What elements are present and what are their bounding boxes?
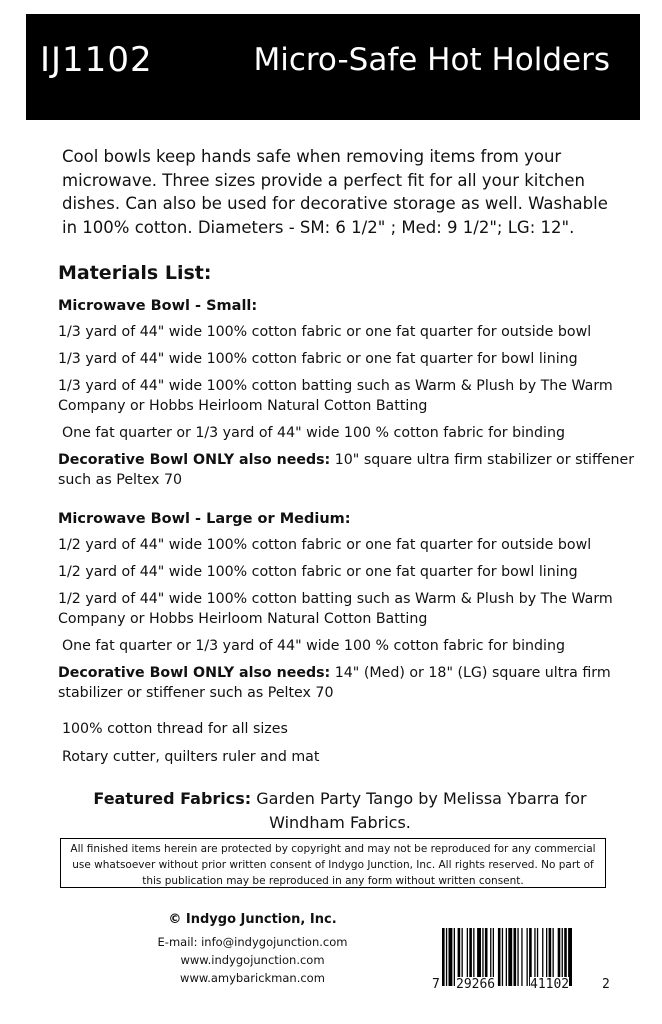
decorative-note: [58, 450, 638, 490]
small-bowl-title: Microwave Bowl - Small:: [58, 298, 258, 314]
website-link: www.amybarickman.com: [180, 971, 325, 985]
materials-heading: Materials List:: [58, 262, 212, 284]
general-supplies: [62, 719, 319, 775]
website-link: www.indygojunction.com: [180, 953, 325, 967]
featured-label: Featured Fabrics:: [93, 789, 252, 808]
barcode-digit: 7: [432, 977, 440, 992]
barcode-digit-group: 41102: [530, 977, 570, 992]
decorative-note: [58, 663, 638, 703]
decorative-label: Decorative Bowl ONLY also needs:: [58, 665, 331, 681]
large-bowl-title: Microwave Bowl - Large or Medium:: [58, 511, 351, 527]
small-bowl-section: [58, 298, 638, 497]
barcode-digit-group: 29266: [456, 977, 496, 992]
email: E-mail: info@indygojunction.com: [157, 935, 348, 949]
large-bowl-section: [58, 511, 638, 710]
list-item: 1/3 yard of 44" wide 100% cotton batting such as Warm & Plush by The Warm Company or Hobbs Heirloom Natural Cotton Batting: [58, 378, 613, 414]
company-name: © Indygo Junction, Inc.: [168, 912, 337, 927]
barcode-number: [432, 975, 612, 995]
list-item: 100% cotton thread for all sizes: [62, 721, 288, 737]
pattern-title: Micro-Safe Hot Holders: [253, 42, 610, 78]
pattern-code: IJ1102: [40, 40, 153, 80]
list-item: One fat quarter or 1/3 yard of 44" wide 100 % cotton fabric for binding: [62, 425, 565, 441]
copyright-notice: All finished items herein are protected by copyright and may not be reproduced for any commercial use whatsoever without prior written consent of Indygo Junction, Inc. All rights reserved. No part of this publication may be reproduced in any form without written consent.: [60, 838, 606, 888]
decorative-label: Decorative Bowl ONLY also needs:: [58, 452, 331, 468]
barcode: [432, 928, 612, 998]
list-item: 1/2 yard of 44" wide 100% cotton batting such as Warm & Plush by The Warm Company or Hobbs Heirloom Natural Cotton Batting: [58, 591, 613, 627]
list-item: 1/3 yard of 44" wide 100% cotton fabric or one fat quarter for bowl lining: [58, 351, 578, 367]
list-item: 1/3 yard of 44" wide 100% cotton fabric or one fat quarter for outside bowl: [58, 324, 592, 340]
list-item: Rotary cutter, quilters ruler and mat: [62, 749, 320, 765]
title-banner: [26, 14, 640, 120]
list-item: 1/2 yard of 44" wide 100% cotton fabric or one fat quarter for outside bowl: [58, 537, 592, 553]
featured-fabrics: [60, 787, 620, 835]
decorative-text: 14" (Med) or 18" (LG) square ultra firm stabilizer or stiffener such as Peltex 70: [58, 665, 611, 701]
decorative-text: 10" square ultra firm stabilizer or stiffener such as Peltex 70: [58, 452, 635, 488]
featured-text: Garden Party Tango by Melissa Ybarra for Windham Fabrics.: [256, 789, 587, 832]
intro-paragraph: Cool bowls keep hands safe when removing items from your microwave. Three sizes provide a perfect fit for all your kitchen dishes. Can also be used for decorative storage as well. Washable in 100% cotton. Diameters - SM: 6 1/2" ; Med: 9 1/2"; LG: 12".: [62, 147, 608, 237]
list-item: One fat quarter or 1/3 yard of 44" wide 100 % cotton fabric for binding: [62, 638, 565, 654]
list-item: 1/2 yard of 44" wide 100% cotton fabric or one fat quarter for bowl lining: [58, 564, 578, 580]
barcode-digit: 2: [602, 977, 610, 992]
contact-block: [140, 912, 365, 987]
